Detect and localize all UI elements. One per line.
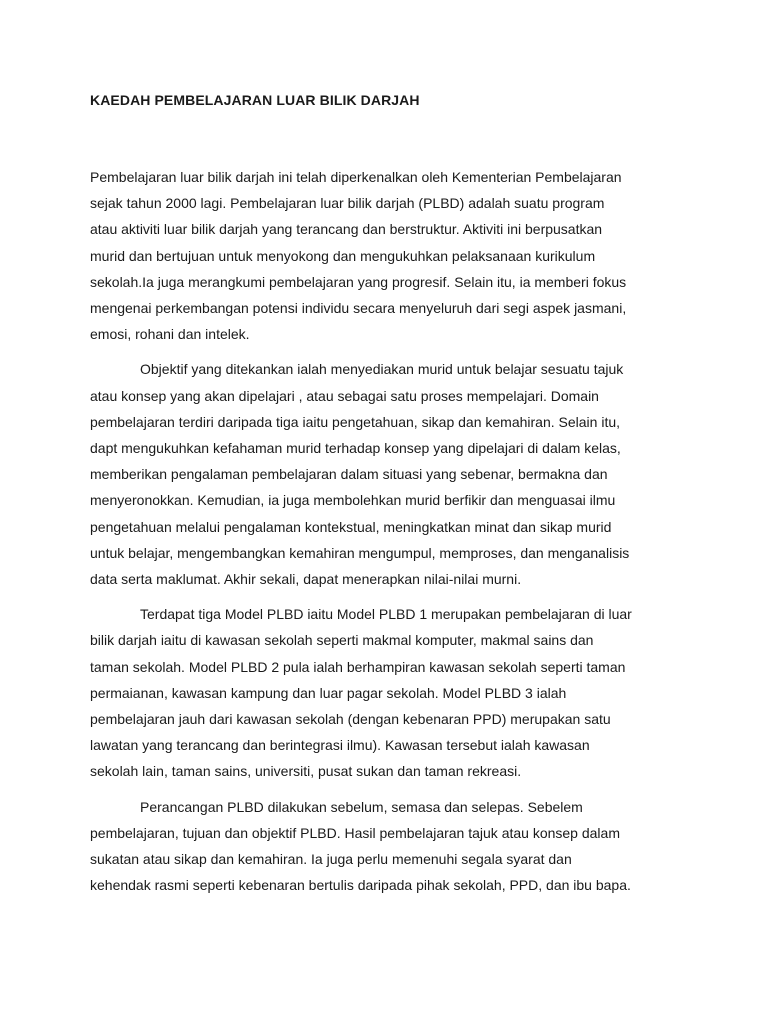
- text-line: emosi, rohani dan intelek.: [90, 326, 250, 343]
- text-line: pembelajaran, tujuan dan objektif PLBD. Hasil pembelajaran tajuk atau konsep dalam: [90, 824, 620, 841]
- text-line: kehendak rasmi seperti kebenaran bertulis daripada pihak sekolah, PPD, dan ibu bapa.: [90, 877, 631, 894]
- text-line: taman sekolah. Model PLBD 2 pula ialah berhampiran kawasan sekolah seperti taman: [90, 658, 626, 675]
- paragraph-1: [90, 164, 680, 347]
- text-line: pembelajaran jauh dari kawasan sekolah (dengan kebenaran PPD) merupakan satu: [90, 711, 611, 728]
- text-line: bilik darjah iaitu di kawasan sekolah seperti makmal komputer, makmal sains dan: [90, 632, 594, 649]
- paragraph-3: [90, 601, 680, 784]
- text-line: sekolah.Ia juga merangkumi pembelajaran yang progresif. Selain itu, ia memberi fokus: [90, 273, 627, 290]
- text-line: atau konsep yang akan dipelajari , atau sebagai satu proses mempelajari. Domain: [90, 387, 599, 404]
- text-line: permaianan, kawasan kampung dan luar pagar sekolah. Model PLBD 3 ialah: [90, 684, 567, 701]
- text-line: Perancangan PLBD dilakukan sebelum, semasa dan selepas. Sebelem: [140, 798, 583, 815]
- text-line: untuk belajar, mengembangkan kemahiran mengumpul, memproses, dan menganalisis: [90, 544, 630, 561]
- text-line: pembelajaran terdiri daripada tiga iaitu pengetahuan, sikap dan kemahiran. Selain itu,: [90, 413, 621, 430]
- text-line: Objektif yang ditekankan ialah menyediakan murid untuk belajar sesuatu tajuk: [140, 361, 624, 378]
- text-line: Terdapat tiga Model PLBD iaitu Model PLBD 1 merupakan pembelajaran di luar: [140, 606, 632, 623]
- paragraph-2: [90, 356, 680, 592]
- text-line: memberikan pengalaman pembelajaran dalam situasi yang sebenar, bermakna dan: [90, 466, 608, 483]
- text-line: mengenai perkembangan potensi individu secara menyeluruh dari segi aspek jasmani,: [90, 300, 627, 317]
- text-line: atau aktiviti luar bilik darjah yang terancang dan berstruktur. Aktiviti ini berpusatkan: [90, 221, 603, 238]
- text-line: pengetahuan melalui pengalaman kontekstual, meningkatkan minat dan sikap murid: [90, 518, 612, 535]
- text-line: menyeronokkan. Kemudian, ia juga membolehkan murid berfikir dan menguasai ilmu: [90, 492, 616, 509]
- text-line: sukatan atau sikap dan kemahiran. Ia juga perlu memenuhi segala syarat dan: [90, 851, 572, 868]
- text-line: Pembelajaran luar bilik darjah ini telah diperkenalkan oleh Kementerian Pembelajaran: [90, 169, 622, 185]
- text-line: murid dan bertujuan untuk menyokong dan mengukuhkan pelaksanaan kurikulum: [90, 247, 596, 264]
- text-line: sejak tahun 2000 lagi. Pembelajaran luar bilik darjah (PLBD) adalah suatu program: [90, 195, 605, 212]
- document-body: [90, 164, 680, 907]
- text-line: lawatan yang terancang dan berintegrasi ilmu). Kawasan tersebut ialah kawasan: [90, 737, 590, 754]
- document-title: KAEDAH PEMBELAJARAN LUAR BILIK DARJAH: [90, 92, 420, 108]
- text-line: dapt mengukuhkan kefahaman murid terhadap konsep yang dipelajari di dalam kelas,: [90, 440, 621, 457]
- paragraph-4: [90, 794, 680, 899]
- text-line: sekolah lain, taman sains, universiti, pusat sukan dan taman rekreasi.: [90, 763, 522, 780]
- text-line: data serta maklumat. Akhir sekali, dapat menerapkan nilai-nilai murni.: [90, 571, 522, 588]
